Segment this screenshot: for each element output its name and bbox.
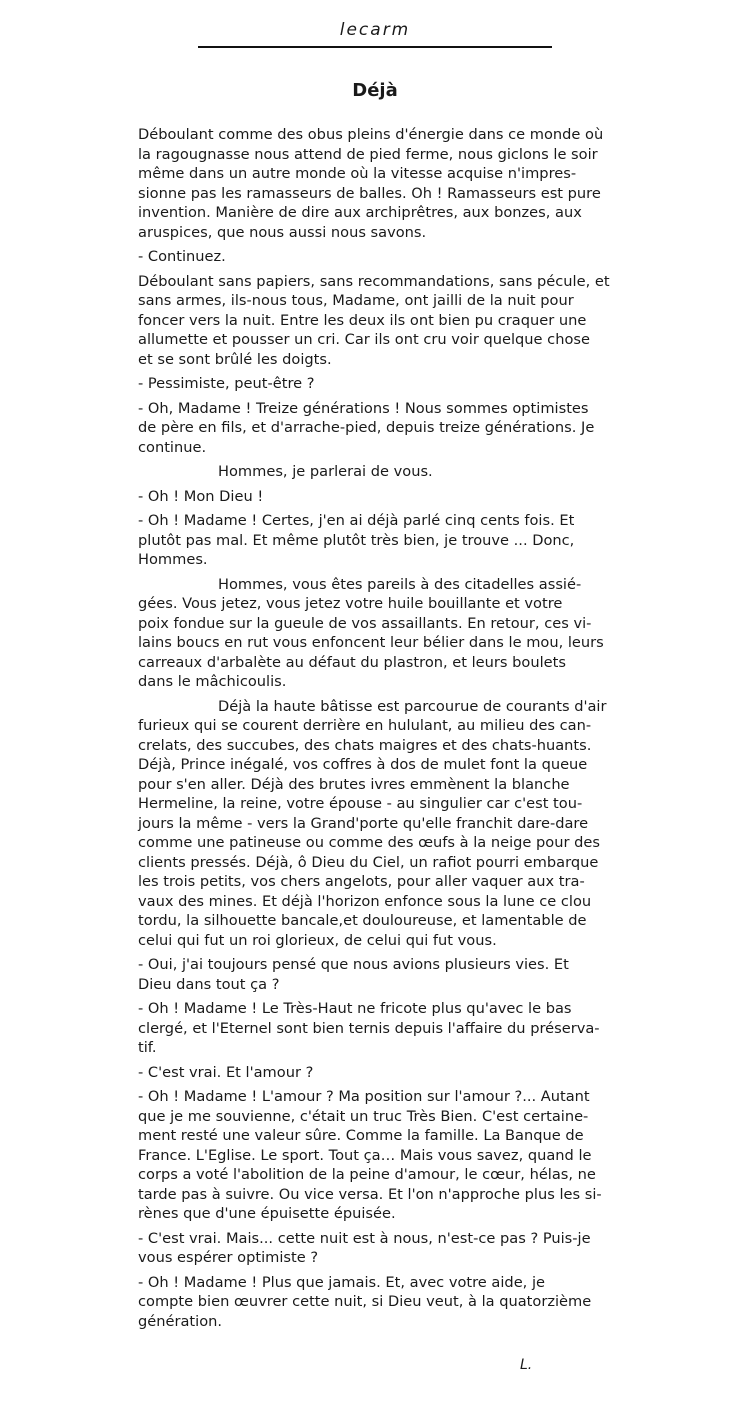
author-signature: L. xyxy=(520,1357,533,1373)
dialogue-line: - Pessimiste, peut-être ? xyxy=(138,375,315,392)
dialogue-line: - Continuez. xyxy=(138,248,226,265)
dialogue-line: - Oh, Madame ! Treize générations ! Nous sommes optimistes de père en fils, et d'arrache-pied, depuis treize générations. Je continue. xyxy=(138,399,595,456)
site-name: lecarm xyxy=(339,20,411,40)
dialogue-line: - C'est vrai. Mais... cette nuit est à nous, n'est-ce pas ? Puis-je vous espérer optimiste ? xyxy=(138,1229,591,1266)
poem-body xyxy=(138,125,614,1336)
indented-paragraph: Hommes, je parlerai de vous. xyxy=(218,463,433,480)
dialogue-line: - Oh ! Madame ! Le Très-Haut ne fricote plus qu'avec le bas clergé, et l'Eternel sont bien ternis depuis l'affaire du préserva- tif. xyxy=(138,1000,600,1056)
dialogue-line: - Oh ! Madame ! Certes, j'en ai déjà parlé cinq cents fois. Et plutôt pas mal. Et même plutôt très bien, je trouve ... Donc, Hommes. xyxy=(138,512,575,568)
poem-title: Déjà xyxy=(352,80,398,101)
indented-paragraph: Hommes, vous êtes pareils à des citadelles assié- gées. Vous jetez, vous jetez votre huile bouillante et votre poix fondue sur la gueule de vos assaillants. En retour, ces vi- lains boucs en rut vous enfoncent leur bélier dans le mou, leurs carreaux d'arbalète au défaut du plastron, et leurs boulets dans le mâchicoulis. xyxy=(138,575,604,690)
site-header xyxy=(198,18,552,48)
dialogue-line: - Oh ! Madame ! L'amour ? Ma position sur l'amour ?... Autant que je me souvienne, c'était un truc Très Bien. C'est certaine- ment resté une valeur sûre. Comme la famille. La Banque de France. L'Eglise. Le sport. Tout ça… Mais vous savez, quand le corps a voté l'abolition de la peine d'amour, le cœur, hélas, ne tarde pas à suivre. Ou vice versa. Et l'on n'approche plus les si- rènes que d'une épuisette épuisée. xyxy=(138,1088,602,1222)
paragraph: Déboulant sans papiers, sans recommandations, sans pécule, et sans armes, ils-nous tous, Madame, ont jailli de la nuit pour foncer vers la nuit. Entre les deux ils ont bien pu craquer une allumette et pousser un cri. Car ils ont cru voir quelque chose et se sont brûlé les doigts. xyxy=(138,272,610,368)
dialogue-line: - Oui, j'ai toujours pensé que nous avions plusieurs vies. Et Dieu dans tout ça ? xyxy=(138,956,569,993)
dialogue-line: - Oh ! Madame ! Plus que jamais. Et, avec votre aide, je compte bien œuvrer cette nuit, si Dieu veut, à la quatorzième génération. xyxy=(138,1273,592,1330)
dialogue-line: - Oh ! Mon Dieu ! xyxy=(138,487,264,505)
indented-paragraph: Déjà la haute bâtisse est parcourue de courants d'air furieux qui se courent derrière en hululant, au milieu des can- crelats, des succubes, des chats maigres et des chats-huants. Déjà, Prince inégalé, vos coffres à dos de mulet font la queue pour s'en aller. Déjà des brutes ivres emmènent la blanche Hermeline, la reine, votre épouse - au singulier car c'est tou- jours la même - vers la Grand'porte qu'elle franchit dare-dare comme une patineuse ou comme des œufs à la neige pour des clients pressés. Déjà, ô Dieu du Ciel, un rafiot pourri embarque les trois petits, vos chers angelots, pour aller vaquer aux tra- vaux des mines. Et déjà l'horizon enfonce sous la lune ce clou tordu, la silhouette bancale,et douloureuse, et lamentable de celui qui fut un roi glorieux, de celui qui fut vous. xyxy=(138,697,607,949)
paragraph: Déboulant comme des obus pleins d'énergie dans ce monde où la ragougnasse nous attend de pied ferme, nous giclons le soir même dans un autre monde où la vitesse acquise n'impres- sionne pas les ramasseurs de balles. Oh ! Ramasseurs est pure invention. Manière de dire aux archiprêtres, aux bonzes, aux aruspices, que nous aussi nous savons. xyxy=(138,126,604,241)
dialogue-line: - C'est vrai. Et l'amour ? xyxy=(138,1063,314,1081)
